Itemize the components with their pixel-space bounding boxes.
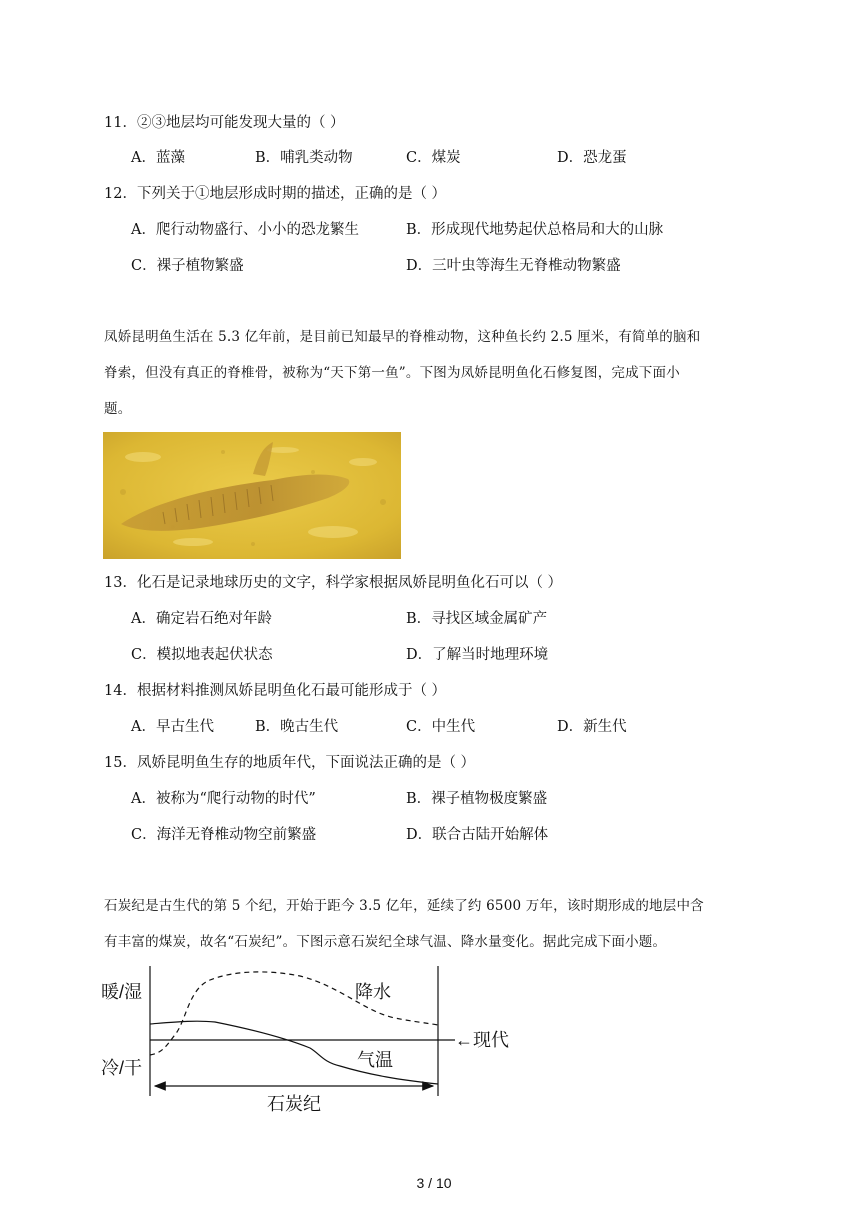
question-13-stem: 13．化石是记录地球历史的文字，科学家根据凤娇昆明鱼化石可以（ ） xyxy=(104,575,563,591)
q15-option-a: A．被称为“爬行动物的时代” xyxy=(131,791,316,807)
question-11-stem: 11．②③地层均可能发现大量的（ ） xyxy=(104,115,345,131)
q14-option-b: B．晚古生代 xyxy=(255,719,339,735)
question-12-stem: 12．下列关于①地层形成时期的描述，正确的是（ ） xyxy=(104,186,447,202)
q12-option-b: B．形成现代地势起伏总格局和大的山脉 xyxy=(406,222,664,238)
question-14-stem: 14．根据材料推测凤娇昆明鱼化石最可能形成于（ ） xyxy=(104,683,447,699)
passage-carbon-line-1: 石炭纪是古生代的第 5 个纪，开始于距今 3.5 亿年，延续了约 6500 万年，该时期形成的地层中含 xyxy=(104,898,704,914)
q14-option-c: C．中生代 xyxy=(406,719,476,735)
q12-option-c: C．裸子植物繁盛 xyxy=(131,258,244,274)
label-warm-wet: 暖/湿 xyxy=(101,982,143,1002)
fish-fossil-image xyxy=(103,432,401,559)
q14-option-a: A．早古生代 xyxy=(131,719,214,735)
label-carboniferous: 石炭纪 xyxy=(267,1094,321,1114)
q14-option-d: D．新生代 xyxy=(557,719,627,735)
passage-fish-line-3: 题。 xyxy=(104,401,132,417)
passage-fish-line-2: 脊索，但没有真正的脊椎骨，被称为“天下第一鱼”。下图为凤娇昆明鱼化石修复图，完成下面小 xyxy=(104,365,680,381)
q11-option-a: A．蓝藻 xyxy=(131,150,185,166)
label-precipitation: 降水 xyxy=(355,982,391,1002)
q11-option-c: C．煤炭 xyxy=(406,150,461,166)
q12-option-d: D．三叶虫等海生无脊椎动物繁盛 xyxy=(406,258,621,274)
q15-option-b: B．裸子植物极度繁盛 xyxy=(406,791,548,807)
passage-fish-line-1: 凤娇昆明鱼生活在 5.3 亿年前，是目前已知最早的脊椎动物，这种鱼长约 2.5 厘米，有简单的脑和 xyxy=(104,329,701,345)
label-modern: ←现代 xyxy=(455,1030,509,1050)
q12-option-a: A．爬行动物盛行、小小的恐龙繁生 xyxy=(131,222,359,238)
q13-option-d: D．了解当时地理环境 xyxy=(406,647,549,663)
q13-option-a: A．确定岩石绝对年龄 xyxy=(131,611,272,627)
q15-option-d: D．联合古陆开始解体 xyxy=(406,827,549,843)
q11-option-b: B．哺乳类动物 xyxy=(255,150,353,166)
q13-option-b: B．寻找区域金属矿产 xyxy=(406,611,548,627)
q11-option-d: D．恐龙蛋 xyxy=(557,150,627,166)
label-temperature: 气温 xyxy=(357,1050,393,1070)
passage-carbon-line-2: 有丰富的煤炭，故名“石炭纪”。下图示意石炭纪全球气温、降水量变化。据此完成下面小题。 xyxy=(104,934,667,950)
q15-option-c: C．海洋无脊椎动物空前繁盛 xyxy=(131,827,317,843)
q13-option-c: C．模拟地表起伏状态 xyxy=(131,647,273,663)
label-cold-dry: 冷/干 xyxy=(101,1058,143,1078)
question-15-stem: 15．凤娇昆明鱼生存的地质年代，下面说法正确的是（ ） xyxy=(104,755,476,771)
page-number: 3 / 10 xyxy=(416,1175,452,1191)
temperature-curve xyxy=(150,1021,438,1084)
carboniferous-climate-diagram xyxy=(95,960,535,1120)
